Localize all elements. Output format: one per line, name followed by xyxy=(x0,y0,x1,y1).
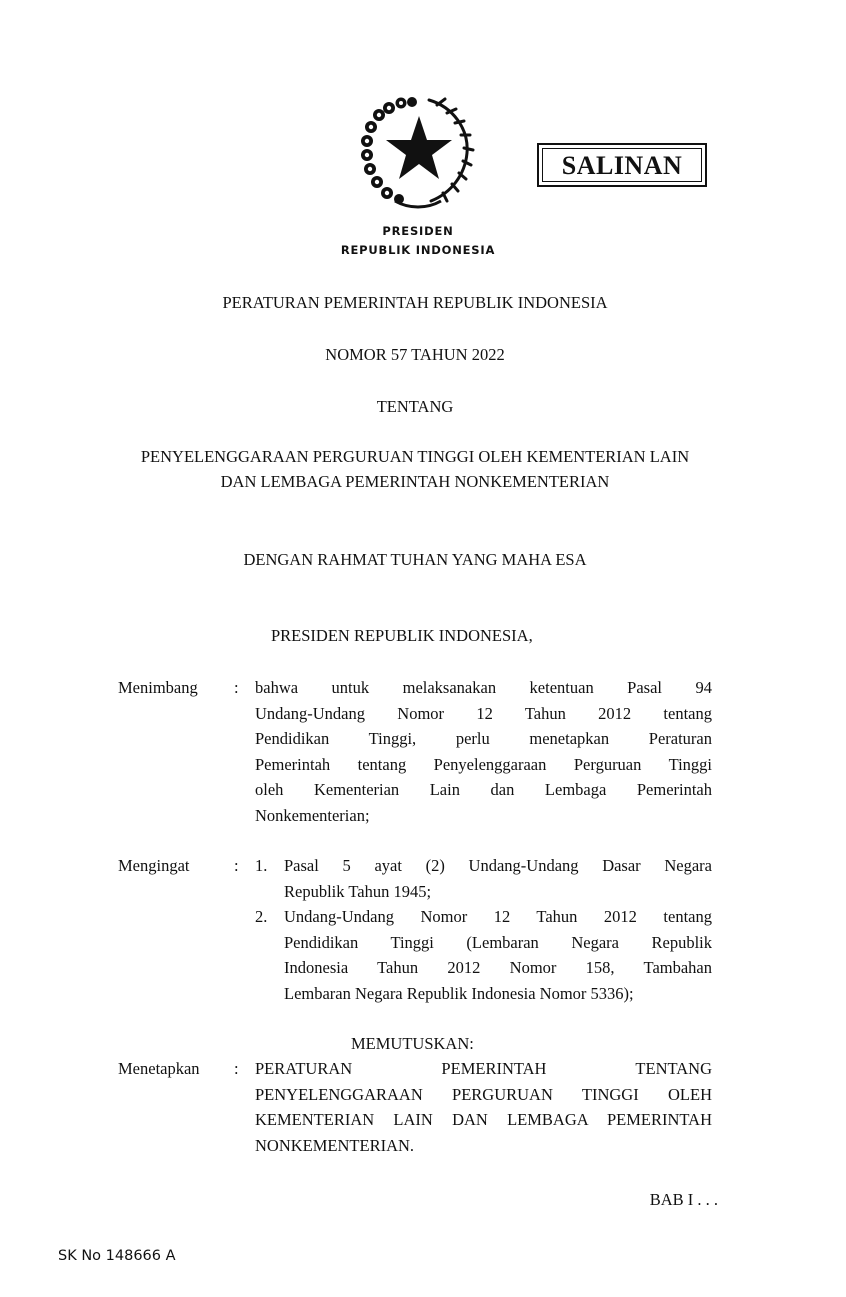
mengingat-item-line: Republik Tahun 1945; xyxy=(284,881,432,901)
regulation-number: NOMOR 57 TAHUN 2022 xyxy=(325,345,505,364)
menetapkan-line: KEMENTERIAN LAIN DAN LEMBAGA PEMERINTAH xyxy=(255,1110,712,1129)
salinan-stamp xyxy=(537,143,707,187)
menimbang-line: Pemerintah tentang Penyelenggaraan Perguruan Tinggi xyxy=(255,754,712,774)
mengingat-item-line: Indonesia Tahun 2012 Nomor 158, Tambahan xyxy=(284,958,712,977)
menetapkan-line: NONKEMENTERIAN. xyxy=(255,1135,415,1155)
menimbang-line: Nonkementerian; xyxy=(255,805,370,825)
mengingat-item-line: Undang-Undang Nomor 12 Tahun 2012 tentang xyxy=(284,907,712,926)
tentang-heading: TENTANG xyxy=(376,397,454,416)
invocation-line: DENGAN RAHMAT TUHAN YANG MAHA ESA xyxy=(243,550,587,569)
subject-line-1: PENYELENGGARAAN PERGURUAN TINGGI OLEH KEMENTERIAN LAIN xyxy=(140,447,690,466)
presidential-emblem-icon xyxy=(357,93,475,211)
office-label-republic: REPUBLIK INDONESIA xyxy=(340,243,496,257)
menetapkan-label: Menetapkan xyxy=(118,1059,200,1078)
document-code: SK No 148666 A xyxy=(58,1248,176,1264)
office-label-presiden: PRESIDEN xyxy=(382,224,454,238)
issuer-line: PRESIDEN REPUBLIK INDONESIA, xyxy=(271,626,533,645)
memutuskan-heading: MEMUTUSKAN: xyxy=(351,1034,474,1053)
menetapkan-line: PERATURAN PEMERINTAH TENTANG xyxy=(255,1059,712,1078)
menetapkan-colon: : xyxy=(234,1059,239,1078)
mengingat-item-line: Pendidikan Tinggi (Lembaran Negara Republik xyxy=(284,932,712,952)
menimbang-colon: : xyxy=(234,678,239,697)
menimbang-line: bahwa untuk melaksanakan ketentuan Pasal 94 xyxy=(255,678,712,697)
menimbang-line: Pendidikan Tinggi, perlu menetapkan Peraturan xyxy=(255,729,712,748)
mengingat-colon: : xyxy=(234,856,239,875)
menetapkan-line: PENYELENGGARAAN PERGURUAN TINGGI OLEH xyxy=(255,1084,712,1104)
menimbang-line: oleh Kementerian Lain dan Lembaga Pemerintah xyxy=(255,780,712,799)
mengingat-item-number: 1. xyxy=(255,856,268,875)
menetapkan-text xyxy=(255,1056,712,1158)
salinan-label: SALINAN xyxy=(561,151,683,180)
menimbang-text xyxy=(255,675,712,828)
mengingat-item-text xyxy=(284,904,712,1006)
mengingat-item-number: 2. xyxy=(255,907,268,926)
menimbang-label: Menimbang xyxy=(118,678,198,697)
menimbang-line: Undang-Undang Nomor 12 Tahun 2012 tentang xyxy=(255,703,712,723)
subject-line-2: DAN LEMBAGA PEMERINTAH NONKEMENTERIAN xyxy=(220,472,610,491)
mengingat-label: Mengingat xyxy=(118,856,190,875)
mengingat-item-line: Lembaran Negara Republik Indonesia Nomor 5336); xyxy=(284,983,634,1003)
next-page-cue: BAB I . . . xyxy=(649,1190,718,1209)
mengingat-item-line: Pasal 5 ayat (2) Undang-Undang Dasar Negara xyxy=(284,856,712,875)
regulation-type-heading: PERATURAN PEMERINTAH REPUBLIK INDONESIA xyxy=(222,293,608,312)
mengingat-item-text xyxy=(284,853,712,904)
